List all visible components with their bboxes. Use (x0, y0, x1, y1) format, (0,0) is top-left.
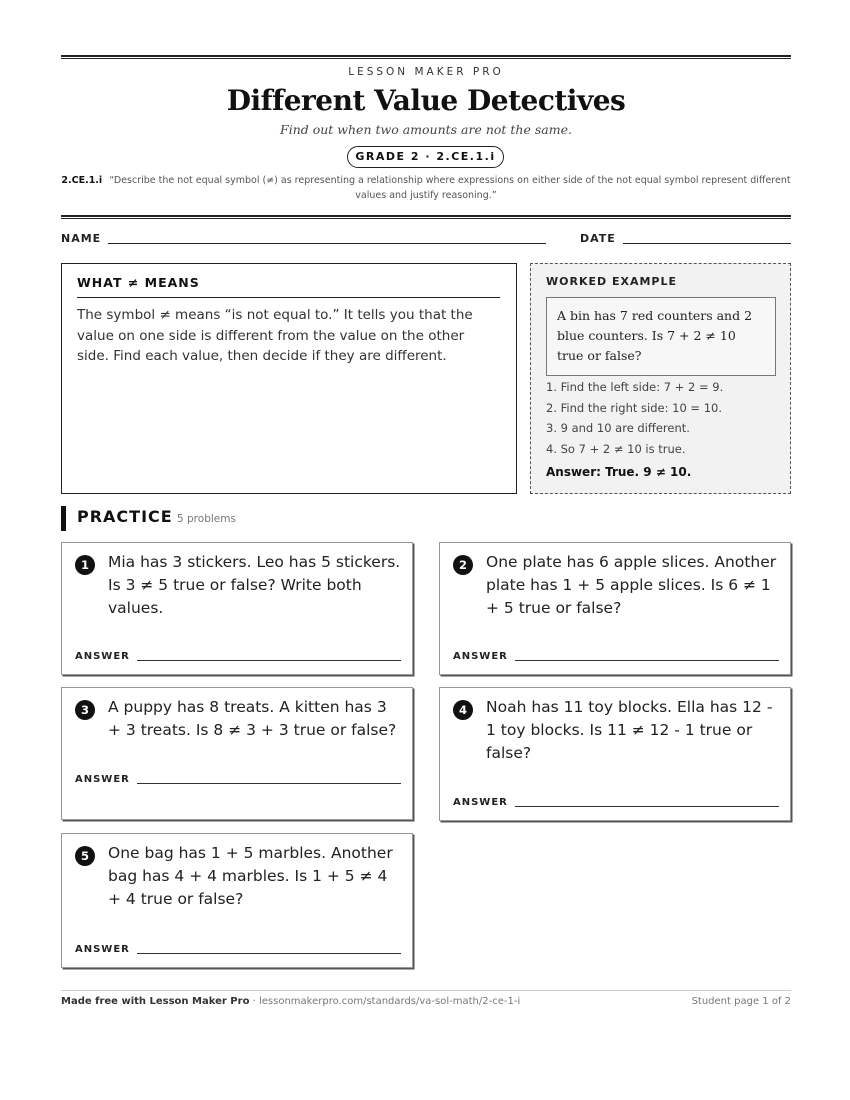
footer-separator: · (252, 996, 259, 1007)
practice-count: 5 problems (177, 513, 236, 525)
answer-label: ANSWER (453, 797, 508, 808)
worked-example-prompt: A bin has 7 red counters and 2 blue counters. Is 7 + 2 ≠ 10 true or false? (546, 297, 776, 376)
brand-name: LESSON MAKER PRO (348, 66, 504, 78)
footer-divider (61, 990, 791, 991)
answer-label: ANSWER (453, 651, 508, 662)
problem-card-1 (61, 542, 413, 675)
answer-line[interactable] (137, 783, 401, 784)
footer-attribution (61, 996, 520, 1007)
page-subtitle: Find out when two amounts are not the same. (280, 122, 572, 137)
problem-text: One bag has 1 + 5 marbles. Another bag has 4 + 4 marbles. Is 1 + 5 ≠ 4 + 4 true or false? (108, 844, 393, 908)
problem-number: 4 (453, 700, 473, 720)
answer-line[interactable] (515, 806, 779, 807)
page-title: Different Value Detectives (226, 84, 626, 117)
name-label: NAME (61, 232, 102, 245)
worked-example-step: 4. So 7 + 2 ≠ 10 is true. (546, 441, 686, 456)
answer-label: ANSWER (75, 651, 130, 662)
what-means-text: The symbol ≠ means “is not equal to.” It tells you that the value on one side is different from the value on the other side. Find each value, then decide if they are different. (77, 307, 473, 364)
problem-number: 1 (75, 555, 95, 575)
practice-heading: PRACTICE (77, 507, 173, 526)
standard-text: “Describe the not equal symbol (≠) as representing a relationship where expressions on either side of the not equal symbol represent different values and justify reasoning.” (109, 175, 791, 201)
what-means-box (61, 263, 517, 494)
worked-example-steps (546, 377, 723, 459)
name-field[interactable] (108, 243, 546, 244)
problem-text: A puppy has 8 treats. A kitten has 3 + 3 treats. Is 8 ≠ 3 + 3 true or false? (108, 698, 397, 739)
header-bottom-rule (61, 215, 791, 219)
worked-example-box (530, 263, 791, 494)
answer-label: ANSWER (75, 944, 130, 955)
footer-page-number: Student page 1 of 2 (691, 996, 791, 1007)
worked-example-step: 3. 9 and 10 are different. (546, 421, 690, 435)
date-field[interactable] (623, 243, 791, 244)
problem-text: Mia has 3 stickers. Leo has 5 stickers. Is 3 ≠ 5 true or false? Write both values. (108, 553, 401, 617)
answer-line[interactable] (515, 660, 779, 661)
footer-url[interactable]: lessonmakerpro.com/standards/va-sol-math/2-ce-1-i (258, 996, 521, 1007)
grade-badge: GRADE 2 · 2.CE.1.i (347, 146, 504, 168)
worked-example-heading: WORKED EXAMPLE (546, 275, 677, 288)
worked-example-answer: Answer: True. 9 ≠ 10. (546, 465, 692, 479)
problem-card-2 (439, 542, 791, 675)
footer-made-with: Made free with Lesson Maker Pro (61, 996, 250, 1007)
problem-number: 3 (75, 700, 95, 720)
problem-card-4 (439, 687, 791, 821)
problem-number: 5 (75, 846, 95, 866)
problem-card-5 (61, 833, 413, 968)
standard-description (61, 173, 791, 203)
what-means-divider (77, 297, 500, 298)
problem-number: 2 (453, 555, 473, 575)
answer-line[interactable] (137, 953, 401, 954)
standard-code: 2.CE.1.i (61, 175, 103, 186)
date-label: DATE (580, 232, 616, 245)
problem-text: One plate has 6 apple slices. Another plate has 1 + 5 apple slices. Is 6 ≠ 1 + 5 true or false? (486, 553, 777, 617)
problem-text: Noah has 11 toy blocks. Ella has 12 - 1 toy blocks. Is 11 ≠ 12 - 1 true or false? (486, 698, 773, 762)
answer-line[interactable] (137, 660, 401, 661)
answer-label: ANSWER (75, 774, 130, 785)
worked-example-step: 2. Find the right side: 10 = 10. (546, 400, 723, 415)
what-means-heading: WHAT ≠ MEANS (77, 275, 200, 290)
practice-accent-bar (61, 506, 66, 531)
top-double-rule (61, 55, 791, 59)
worked-example-step: 1. Find the left side: 7 + 2 = 9. (546, 380, 724, 394)
problem-card-3 (61, 687, 413, 820)
